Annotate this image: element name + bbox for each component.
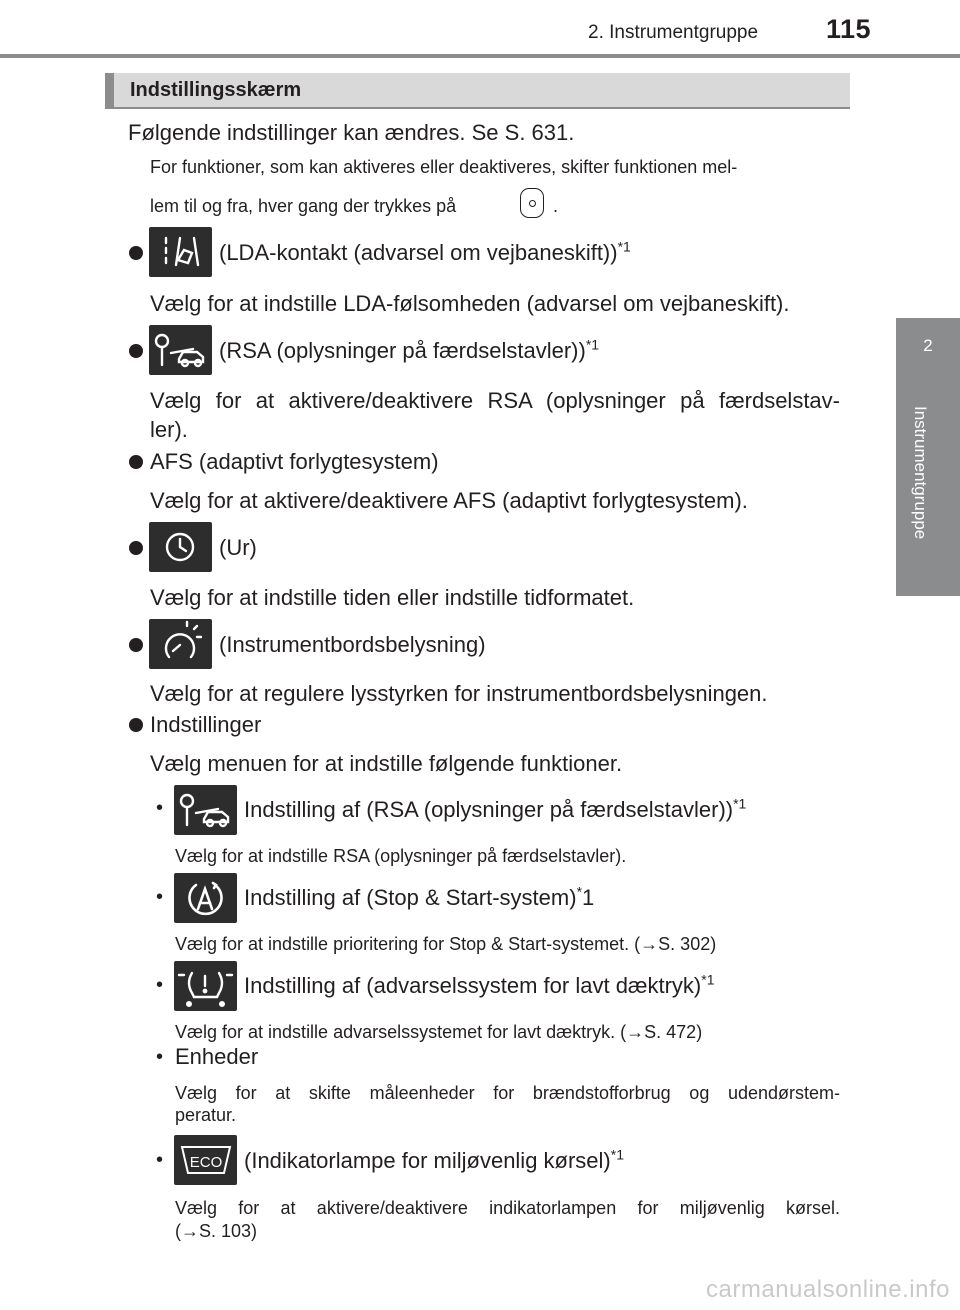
subitem-eco-title: (Indikatorlampe for miljøvenlig kørsel)$^{*1}$: [244, 1146, 624, 1173]
page-number: 115: [826, 14, 872, 44]
item-lighting-desc: Vælg for at regulere lysstyrken for instrumentbordsbelysningen.: [150, 681, 768, 706]
dashboard-light-icon: [149, 619, 212, 669]
section-rule: [105, 107, 850, 109]
subitem-units-title: Enheder: [175, 1044, 259, 1069]
item-clock-desc: Vælg for at indstille tiden eller indstille tidformatet.: [150, 585, 635, 610]
bullet-dot: [129, 541, 143, 555]
subitem-tire-title: Indstilling af (advarselssystem for lavt dæktryk)$^{*1}$: [244, 971, 715, 998]
item-rsa-desc-1: Vælg for at aktivere/deaktivere RSA (oplysninger på færdselstav-: [150, 388, 840, 413]
lda-lane-icon: [149, 227, 212, 277]
bullet-dot: [129, 246, 143, 260]
item-lda-title: (LDA-kontakt (advarsel om vejbaneskift))$^{*1}$: [219, 238, 631, 265]
subitem-tire-desc: Vælg for at indstille advarselssystemet for lavt dæktryk. (→S. 472): [175, 1022, 703, 1042]
eco-icon-text: ECO: [189, 1154, 223, 1171]
bullet-dot: [129, 455, 143, 469]
sub-bullet: •: [156, 886, 164, 908]
steering-switch-icon: [520, 188, 544, 218]
section-heading-bar: [105, 73, 850, 107]
intro-text: Følgende indstillinger kan ændres. Se S. 631.: [128, 120, 575, 145]
section-title: Indstillingsskærm: [130, 79, 302, 101]
chapter-tab: [896, 318, 960, 596]
item-settings-desc: Vælg menuen for at indstille følgende funktioner.: [150, 751, 623, 776]
sub-bullet: •: [156, 974, 164, 996]
subitem-stopstart-desc: Vælg for at indstille prioritering for Stop & Start-systemet. (→S. 302): [175, 934, 717, 954]
item-clock-title: (Ur): [219, 535, 257, 560]
bullet-dot: [129, 638, 143, 652]
subitem-eco-desc-2: (→S. 103): [175, 1221, 258, 1241]
subitem-units-desc-1: Vælg for at skifte måleenheder for brændstofforbrug og udendørstem-: [175, 1083, 840, 1103]
item-afs-title: AFS (adaptivt forlygtesystem): [150, 449, 439, 474]
item-settings-title: Indstillinger: [150, 712, 262, 737]
item-lda-desc: Vælg for at indstille LDA-følsomheden (advarsel om vejbaneskift).: [150, 291, 790, 316]
sub-bullet: •: [156, 797, 164, 819]
note-line-2: lem til og fra, hver gang der trykkes på: [150, 196, 457, 216]
subitem-eco-desc-1: Vælg for at aktivere/deaktivere indikatorlampen for miljøvenlig kørsel.: [175, 1198, 840, 1218]
chapter-number: 2: [923, 336, 933, 355]
sub-bullet: •: [156, 1149, 164, 1171]
clock-icon: [149, 522, 212, 572]
sub-bullet: •: [156, 1046, 164, 1068]
rsa-sign-icon: [174, 785, 237, 835]
running-header-section: 2. Instrumentgruppe: [588, 22, 759, 43]
subitem-rsa-title: Indstilling af (RSA (oplysninger på færdselstavler))$^{*1}$: [244, 795, 747, 822]
watermark: carmanualsonline.info: [706, 1276, 950, 1303]
eco-icon: [174, 1135, 237, 1185]
stop-start-icon: [174, 873, 237, 923]
item-rsa-desc-2: ler).: [150, 417, 188, 442]
chapter-label: Instrumentgruppe: [911, 406, 930, 540]
note-line-1: For funktioner, som kan aktiveres eller deaktiveres, skifter funktionen mel-: [150, 157, 738, 177]
bullet-dot: [129, 718, 143, 732]
item-afs-desc: Vælg for at aktivere/deaktivere AFS (adaptivt forlygtesystem).: [150, 488, 748, 513]
tire-pressure-icon: [174, 961, 237, 1011]
item-rsa-title: (RSA (oplysninger på færdselstavler))$^{*1}$: [219, 336, 600, 363]
bullet-dot: [129, 344, 143, 358]
subitem-rsa-desc: Vælg for at indstille RSA (oplysninger på færdselstavler).: [175, 846, 627, 866]
subitem-stopstart-title: Indstilling af (Stop & Start-system)*1: [244, 883, 595, 910]
subitem-units-desc-2: peratur.: [175, 1105, 237, 1125]
header-rule: [0, 54, 960, 58]
item-lighting-title: (Instrumentbordsbelysning): [219, 632, 486, 657]
note-line-2-end: .: [553, 196, 559, 216]
rsa-sign-icon: [149, 325, 212, 375]
